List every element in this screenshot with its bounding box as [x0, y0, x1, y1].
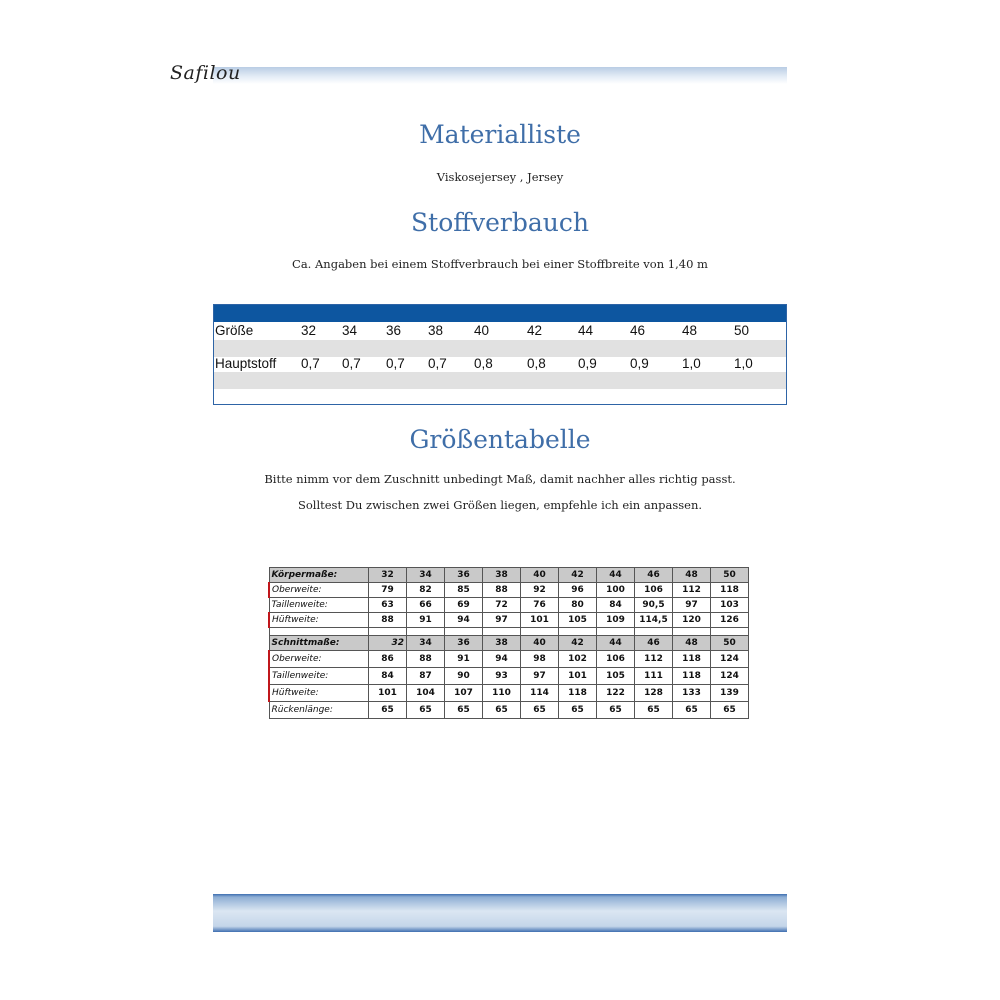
table-cell: 101 [559, 668, 597, 685]
table-cell: 101 [521, 613, 559, 628]
table-cell: 122 [597, 685, 635, 702]
table-cell: 118 [711, 583, 749, 598]
table-cell: 65 [635, 702, 673, 719]
table-cell: 88 [483, 583, 521, 598]
size-cell: 50 [711, 636, 749, 651]
materials-text: Viskosejersey , Jersey [436, 170, 564, 184]
size-cell: 34 [407, 636, 445, 651]
size-cell: 44 [578, 323, 594, 338]
table-cell: 66 [407, 598, 445, 613]
table-cell: 114,5 [635, 613, 673, 628]
table-cell: 124 [711, 651, 749, 668]
main-cell: 0,8 [474, 356, 493, 371]
table-cell: 102 [559, 651, 597, 668]
table-cell: 65 [559, 702, 597, 719]
table-row [269, 685, 749, 702]
size-cell: 36 [445, 636, 483, 651]
size-chart-title: Größentabelle [409, 425, 591, 454]
size-chart-table [268, 567, 749, 719]
cut-header-label: Schnittmaße: [269, 636, 369, 651]
table-cell: 97 [673, 598, 711, 613]
table-cell: 105 [559, 613, 597, 628]
table-cell: 88 [407, 651, 445, 668]
main-cell: 0,9 [630, 356, 649, 371]
size-cell: 44 [597, 568, 635, 583]
size-cell: 48 [673, 568, 711, 583]
size-cell: 48 [682, 323, 698, 338]
table-cell: 101 [369, 685, 407, 702]
table-cell: 63 [369, 598, 407, 613]
size-cell: 42 [559, 636, 597, 651]
size-cell: 46 [630, 323, 646, 338]
size-cell: 44 [597, 636, 635, 651]
table-cell: 76 [521, 598, 559, 613]
table-cell: 93 [483, 668, 521, 685]
table-cell: 126 [711, 613, 749, 628]
row-label: Oberweite: [269, 651, 369, 668]
table-cell: 91 [445, 651, 483, 668]
table-cell: 84 [597, 598, 635, 613]
row-label: Taillenweite: [269, 668, 369, 685]
table-row [269, 668, 749, 685]
main-cell: 0,7 [301, 356, 320, 371]
table-cell: 100 [597, 583, 635, 598]
main-cell: 0,8 [527, 356, 546, 371]
table-cell: 91 [407, 613, 445, 628]
size-cell: 40 [474, 323, 490, 338]
table-cell: 72 [483, 598, 521, 613]
table-cell: 84 [369, 668, 407, 685]
table-cell: 118 [559, 685, 597, 702]
size-cell: 34 [407, 568, 445, 583]
table-cell: 109 [597, 613, 635, 628]
table-cell: 112 [673, 583, 711, 598]
table-cell: 65 [369, 702, 407, 719]
table-cell: 90,5 [635, 598, 673, 613]
size-cell: 42 [559, 568, 597, 583]
size-cell: 40 [521, 568, 559, 583]
size-cell: 34 [342, 323, 358, 338]
size-cell: 48 [673, 636, 711, 651]
table-cell: 124 [711, 668, 749, 685]
table-row [269, 598, 749, 613]
table-gap-row [269, 628, 749, 636]
cut-header-row [269, 636, 749, 651]
table-cell: 110 [483, 685, 521, 702]
size-cell: 38 [483, 568, 521, 583]
table-cell: 65 [521, 702, 559, 719]
fabric-stripe [214, 340, 786, 357]
table-cell: 92 [521, 583, 559, 598]
fabric-text: Ca. Angaben bei einem Stoffverbrauch bei einer Stoffbreite von 1,40 m [292, 257, 708, 271]
table-cell: 103 [711, 598, 749, 613]
table-cell: 139 [711, 685, 749, 702]
size-cell: 40 [521, 636, 559, 651]
fabric-title: Stoffverbauch [411, 208, 589, 237]
fabric-table [213, 304, 787, 405]
table-cell: 112 [635, 651, 673, 668]
body-header-label: Körpermaße: [269, 568, 369, 583]
size-cell: 42 [527, 323, 543, 338]
main-cell: 0,7 [342, 356, 361, 371]
table-cell: 86 [369, 651, 407, 668]
table-cell: 114 [521, 685, 559, 702]
main-cell: 0,9 [578, 356, 597, 371]
table-cell: 65 [711, 702, 749, 719]
main-row-label: Hauptstoff [215, 356, 277, 371]
table-cell: 96 [559, 583, 597, 598]
table-cell: 87 [407, 668, 445, 685]
table-row [269, 583, 749, 598]
size-cell: 46 [635, 636, 673, 651]
logo: Safilou [170, 62, 241, 84]
table-cell: 107 [445, 685, 483, 702]
size-cell: 32 [369, 568, 407, 583]
table-cell: 106 [597, 651, 635, 668]
main-cell: 1,0 [682, 356, 701, 371]
table-cell: 85 [445, 583, 483, 598]
table-cell: 118 [673, 651, 711, 668]
table-row [269, 702, 749, 719]
table-cell: 65 [673, 702, 711, 719]
table-cell: 105 [597, 668, 635, 685]
table-cell: 111 [635, 668, 673, 685]
main-cell: 1,0 [734, 356, 753, 371]
size-cell: 50 [711, 568, 749, 583]
header-band [213, 67, 787, 84]
table-cell: 97 [483, 613, 521, 628]
size-cell: 50 [734, 323, 750, 338]
size-cell: 38 [428, 323, 444, 338]
row-label: Taillenweite: [269, 598, 369, 613]
table-cell: 120 [673, 613, 711, 628]
size-cell: 46 [635, 568, 673, 583]
row-label: Rückenlänge: [269, 702, 369, 719]
table-cell: 118 [673, 668, 711, 685]
table-cell: 79 [369, 583, 407, 598]
row-label: Oberweite: [269, 583, 369, 598]
table-row [269, 613, 749, 628]
fabric-table-header-bar [214, 305, 786, 322]
body-header-row [269, 568, 749, 583]
size-cell: 32 [301, 323, 317, 338]
table-cell: 69 [445, 598, 483, 613]
table-cell: 128 [635, 685, 673, 702]
materials-title: Materialliste [419, 120, 581, 149]
row-label: Hüftweite: [269, 613, 369, 628]
table-cell: 133 [673, 685, 711, 702]
table-cell: 65 [483, 702, 521, 719]
table-cell: 94 [483, 651, 521, 668]
fabric-stripe [214, 372, 786, 389]
table-cell: 106 [635, 583, 673, 598]
main-cell: 0,7 [386, 356, 405, 371]
table-cell: 88 [369, 613, 407, 628]
size-cell: 36 [445, 568, 483, 583]
size-chart-text-1: Bitte nimm vor dem Zuschnitt unbedingt Maß, damit nachher alles richtig passt. [264, 472, 736, 486]
fabric-size-row [214, 323, 786, 341]
size-cell: 38 [483, 636, 521, 651]
table-cell: 97 [521, 668, 559, 685]
table-cell: 80 [559, 598, 597, 613]
table-cell: 65 [407, 702, 445, 719]
main-cell: 0,7 [428, 356, 447, 371]
table-cell: 65 [597, 702, 635, 719]
table-row [269, 651, 749, 668]
size-chart-text-2: Solltest Du zwischen zwei Größen liegen, empfehle ich ein anpassen. [297, 498, 703, 512]
footer-band [213, 894, 787, 932]
table-cell: 65 [445, 702, 483, 719]
table-cell: 104 [407, 685, 445, 702]
row-label: Hüftweite: [269, 685, 369, 702]
table-cell: 94 [445, 613, 483, 628]
table-cell: 82 [407, 583, 445, 598]
size-cell: 36 [386, 323, 402, 338]
table-cell: 98 [521, 651, 559, 668]
size-row-label: Größe [215, 323, 254, 338]
table-cell: 90 [445, 668, 483, 685]
size-cell: 32 [369, 636, 407, 651]
